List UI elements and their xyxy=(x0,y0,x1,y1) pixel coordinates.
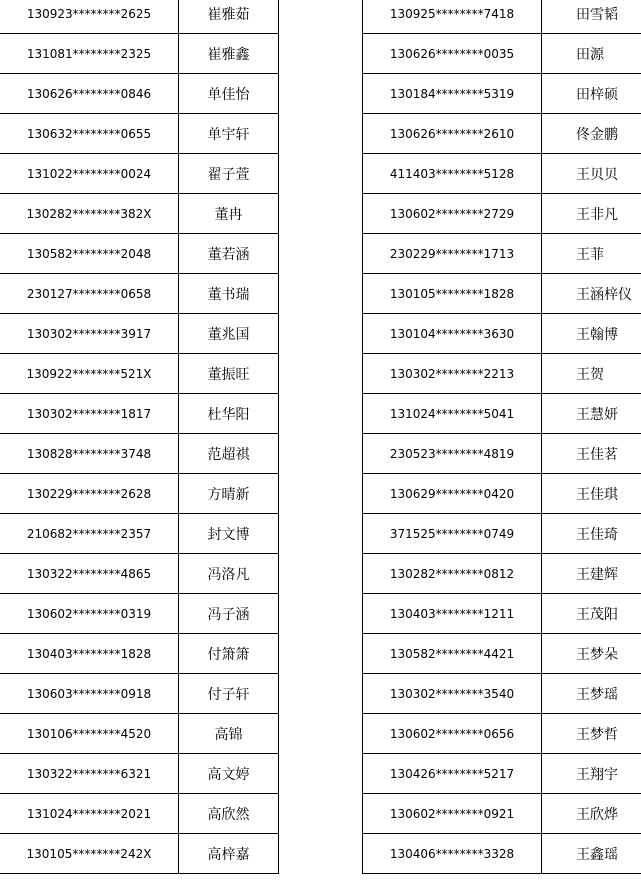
id-number-cell: 130406********3328 xyxy=(363,834,542,874)
table-row xyxy=(0,634,279,674)
table-row xyxy=(0,394,279,434)
id-number-cell: 130629********0420 xyxy=(363,474,542,514)
table-row xyxy=(363,314,641,354)
name-cell: 高文婷 xyxy=(179,754,279,794)
name-cell: 董振旺 xyxy=(179,354,279,394)
table-row xyxy=(363,674,641,714)
name-cell: 翟子萱 xyxy=(179,154,279,194)
table-row xyxy=(0,714,279,754)
name-cell: 王梦瑶 xyxy=(542,674,641,714)
id-number-cell: 130626********0035 xyxy=(363,34,542,74)
table-row xyxy=(0,194,279,234)
name-cell: 王菲 xyxy=(542,234,641,274)
table-row xyxy=(0,474,279,514)
id-number-cell: 130106********4520 xyxy=(0,714,179,754)
id-number-cell: 230523********4819 xyxy=(363,434,542,474)
name-cell: 封文博 xyxy=(179,514,279,554)
id-number-cell: 131081********2325 xyxy=(0,34,179,74)
id-number-cell: 131024********5041 xyxy=(363,394,542,434)
id-number-cell: 130184********5319 xyxy=(363,74,542,114)
table-row xyxy=(0,314,279,354)
name-cell: 王涵梓仪 xyxy=(542,274,641,314)
id-number-cell: 130302********2213 xyxy=(363,354,542,394)
table-row xyxy=(363,434,641,474)
table-row xyxy=(363,154,641,194)
table-row xyxy=(363,354,641,394)
table-row xyxy=(0,34,279,74)
id-number-cell: 130322********4865 xyxy=(0,554,179,594)
id-number-cell: 131024********2021 xyxy=(0,794,179,834)
table-row xyxy=(0,74,279,114)
table-row xyxy=(0,554,279,594)
table-row xyxy=(363,394,641,434)
name-cell: 冯子涵 xyxy=(179,594,279,634)
table-row xyxy=(363,834,641,874)
id-number-cell: 130602********2729 xyxy=(363,194,542,234)
name-cell: 崔雅茹 xyxy=(179,0,279,34)
id-number-cell: 130602********0319 xyxy=(0,594,179,634)
id-number-cell: 130322********6321 xyxy=(0,754,179,794)
table-row xyxy=(363,594,641,634)
id-number-cell: 130104********3630 xyxy=(363,314,542,354)
table-row xyxy=(363,474,641,514)
id-number-cell: 130426********5217 xyxy=(363,754,542,794)
id-number-cell: 371525********0749 xyxy=(363,514,542,554)
name-cell: 高锦 xyxy=(179,714,279,754)
table-row xyxy=(363,754,641,794)
name-cell: 崔雅鑫 xyxy=(179,34,279,74)
table-row xyxy=(363,554,641,594)
id-number-cell: 131022********0024 xyxy=(0,154,179,194)
table-row xyxy=(0,674,279,714)
table-row xyxy=(363,34,641,74)
name-cell: 王翔宇 xyxy=(542,754,641,794)
name-cell: 董兆国 xyxy=(179,314,279,354)
name-cell: 单佳怡 xyxy=(179,74,279,114)
table-row xyxy=(0,754,279,794)
table-row xyxy=(0,794,279,834)
name-cell: 王贝贝 xyxy=(542,154,641,194)
table-row xyxy=(363,0,641,34)
name-cell: 董书瑞 xyxy=(179,274,279,314)
name-cell: 付子轩 xyxy=(179,674,279,714)
table-row xyxy=(0,154,279,194)
table-row xyxy=(0,274,279,314)
id-number-cell: 130403********1211 xyxy=(363,594,542,634)
table-row xyxy=(0,834,279,874)
name-cell: 付箫箫 xyxy=(179,634,279,674)
name-cell: 王佳琪 xyxy=(542,474,641,514)
name-cell: 高欣然 xyxy=(179,794,279,834)
name-cell: 王茂阳 xyxy=(542,594,641,634)
id-number-cell: 130626********2610 xyxy=(363,114,542,154)
id-number-cell: 130922********521X xyxy=(0,354,179,394)
table-row xyxy=(0,0,279,34)
name-cell: 杜华阳 xyxy=(179,394,279,434)
table-row xyxy=(363,274,641,314)
table-row xyxy=(0,514,279,554)
id-number-cell: 130282********0812 xyxy=(363,554,542,594)
id-number-cell: 230229********1713 xyxy=(363,234,542,274)
right-table xyxy=(362,0,641,874)
id-number-cell: 210682********2357 xyxy=(0,514,179,554)
table-row xyxy=(0,434,279,474)
table-row xyxy=(363,714,641,754)
table-row xyxy=(363,634,641,674)
id-number-cell: 130602********0656 xyxy=(363,714,542,754)
table-row xyxy=(363,514,641,554)
name-cell: 田雪韬 xyxy=(542,0,641,34)
table-row xyxy=(363,794,641,834)
table-row xyxy=(0,354,279,394)
id-number-cell: 130603********0918 xyxy=(0,674,179,714)
id-number-cell: 130602********0921 xyxy=(363,794,542,834)
name-cell: 方晴新 xyxy=(179,474,279,514)
name-cell: 王慧妍 xyxy=(542,394,641,434)
name-cell: 董若涵 xyxy=(179,234,279,274)
id-number-cell: 130105********242X xyxy=(0,834,179,874)
id-number-cell: 130626********0846 xyxy=(0,74,179,114)
name-cell: 田源 xyxy=(542,34,641,74)
table-row xyxy=(363,194,641,234)
name-cell: 董冉 xyxy=(179,194,279,234)
left-table xyxy=(0,0,279,874)
id-number-cell: 230127********0658 xyxy=(0,274,179,314)
table-row xyxy=(0,114,279,154)
name-cell: 王建辉 xyxy=(542,554,641,594)
name-cell: 王翰博 xyxy=(542,314,641,354)
id-number-cell: 130302********3540 xyxy=(363,674,542,714)
name-cell: 田梓硕 xyxy=(542,74,641,114)
name-cell: 高梓嘉 xyxy=(179,834,279,874)
id-number-cell: 130582********4421 xyxy=(363,634,542,674)
id-number-cell: 130923********2625 xyxy=(0,0,179,34)
name-cell: 单宇轩 xyxy=(179,114,279,154)
table-row xyxy=(363,234,641,274)
table-row xyxy=(0,234,279,274)
right-table-body xyxy=(363,0,641,874)
table-row xyxy=(0,594,279,634)
left-table-body xyxy=(0,0,279,874)
id-number-cell: 130229********2628 xyxy=(0,474,179,514)
name-cell: 王佳茗 xyxy=(542,434,641,474)
id-number-cell: 130828********3748 xyxy=(0,434,179,474)
id-number-cell: 130632********0655 xyxy=(0,114,179,154)
id-number-cell: 411403********5128 xyxy=(363,154,542,194)
name-cell: 王梦哲 xyxy=(542,714,641,754)
id-number-cell: 130582********2048 xyxy=(0,234,179,274)
id-number-cell: 130403********1828 xyxy=(0,634,179,674)
table-row xyxy=(363,74,641,114)
name-cell: 范超祺 xyxy=(179,434,279,474)
id-number-cell: 130105********1828 xyxy=(363,274,542,314)
name-cell: 王佳琦 xyxy=(542,514,641,554)
id-number-cell: 130302********3917 xyxy=(0,314,179,354)
table-row xyxy=(363,114,641,154)
id-number-cell: 130925********7418 xyxy=(363,0,542,34)
name-cell: 王非凡 xyxy=(542,194,641,234)
name-cell: 佟金鹏 xyxy=(542,114,641,154)
id-number-cell: 130282********382X xyxy=(0,194,179,234)
name-cell: 王梦朵 xyxy=(542,634,641,674)
name-cell: 冯洛凡 xyxy=(179,554,279,594)
name-cell: 王欣烨 xyxy=(542,794,641,834)
name-cell: 王鑫瑶 xyxy=(542,834,641,874)
id-number-cell: 130302********1817 xyxy=(0,394,179,434)
name-cell: 王贺 xyxy=(542,354,641,394)
